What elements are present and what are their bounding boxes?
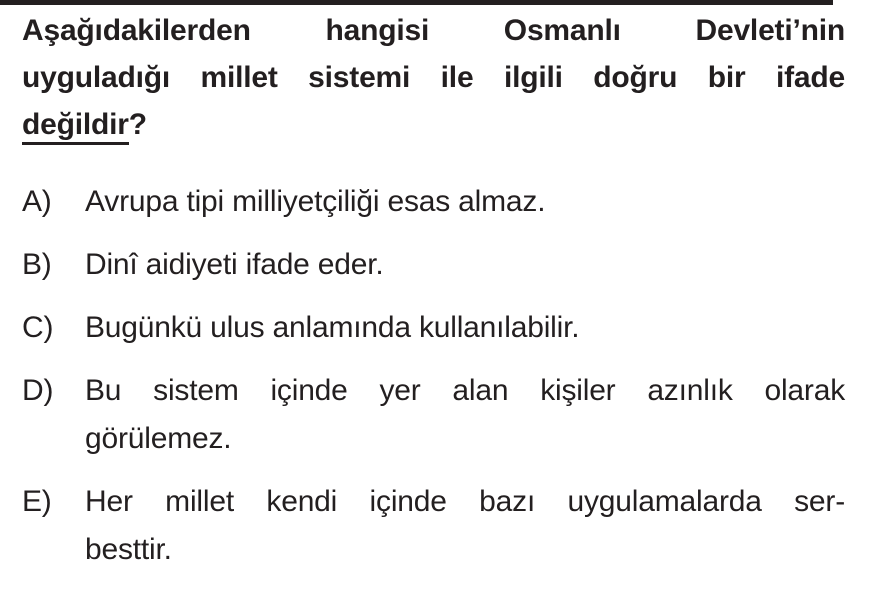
option-d	[22, 367, 845, 463]
option-a	[22, 178, 845, 226]
option-a-letter: A)	[22, 185, 52, 218]
option-c-letter: C)	[22, 311, 54, 344]
question-line-1: Aşağıdakilerden hangisi Osmanlı Devleti’nin	[22, 14, 845, 47]
options-list	[22, 178, 845, 589]
option-b-text: Dinî aidiyeti ifade eder.	[85, 248, 384, 281]
option-c-text: Bugünkü ulus anlamında kullanılabilir.	[85, 311, 580, 344]
option-d-text-line-2: görülemez.	[85, 422, 232, 455]
question-line-2: uyguladığı millet sistemi ile ilgili doğru bir ifade	[22, 61, 845, 94]
question-mark: ?	[128, 108, 147, 141]
question-line-3	[22, 101, 845, 148]
top-divider	[0, 0, 833, 5]
option-a-text: Avrupa tipi milliyetçiliği esas almaz.	[85, 185, 546, 218]
question-text	[22, 7, 845, 148]
option-b-letter: B)	[22, 248, 52, 281]
option-c	[22, 304, 845, 352]
option-e-text-line-2: besttir.	[85, 533, 172, 566]
option-d-letter: D)	[22, 374, 54, 407]
underlined-keyword: değildir	[22, 108, 129, 145]
option-e	[22, 478, 845, 574]
option-e-text-line-1: Her millet kendi içinde bazı uygulamalarda ser-	[85, 485, 845, 518]
option-e-letter: E)	[22, 485, 52, 518]
option-d-text-line-1: Bu sistem içinde yer alan kişiler azınlık olarak	[85, 374, 845, 407]
option-b	[22, 241, 845, 289]
